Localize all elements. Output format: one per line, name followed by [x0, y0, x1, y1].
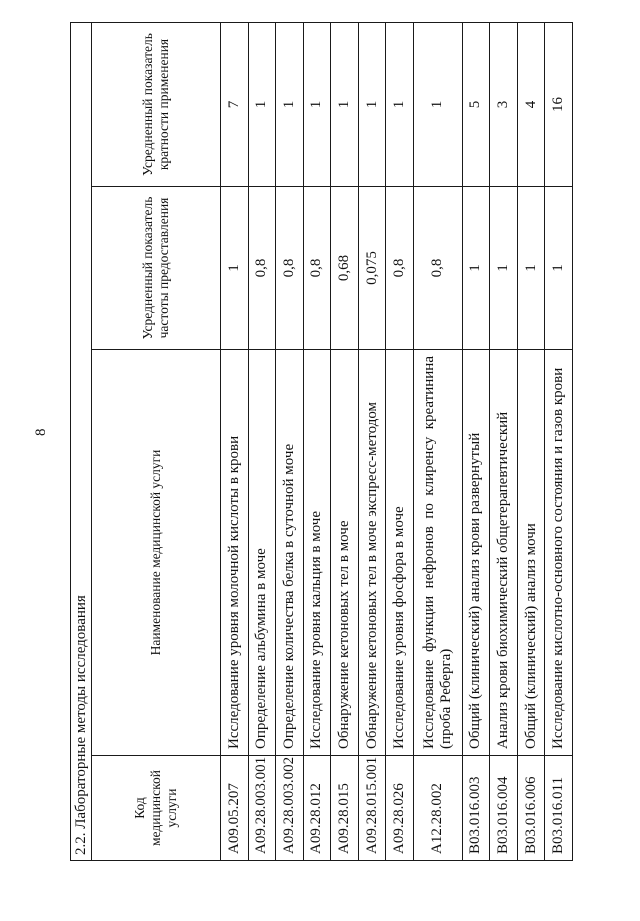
header-frequency: Усредненный показатель частоты предоставления: [92, 187, 221, 350]
service-name: Общий (клинический) анализ мочи: [517, 350, 545, 756]
service-name: Общий (клинический) анализ крови развернутый: [462, 350, 490, 756]
service-code: A09.28.003.001: [248, 756, 276, 861]
service-code: A12.28.002: [413, 756, 462, 861]
service-code: B03.016.011: [545, 756, 573, 861]
frequency-value: 0,8: [303, 187, 331, 350]
service-code: A09.28.015.001: [358, 756, 386, 861]
table-row: [358, 23, 386, 861]
frequency-value: 1: [221, 187, 249, 350]
table-row: [276, 23, 304, 861]
service-name: Исследование функции нефронов по клиренсу креатинина (проба Реберга): [413, 350, 462, 756]
service-name: Исследование уровня кальция в моче: [303, 350, 331, 756]
multiplicity-value: 1: [413, 23, 462, 187]
service-name: Исследование кислотно-основного состояния и газов крови: [545, 350, 573, 756]
multiplicity-value: 7: [221, 23, 249, 187]
multiplicity-value: 1: [276, 23, 304, 187]
header-name: Наименование медицинской услуги: [92, 350, 221, 756]
services-table: [70, 22, 573, 861]
header-multiplicity: Усредненный показатель кратности применения: [92, 23, 221, 187]
table-row: [545, 23, 573, 861]
section-row: [71, 23, 92, 861]
service-name: Обнаружение кетоновых тел в моче: [331, 350, 359, 756]
frequency-value: 0,8: [248, 187, 276, 350]
multiplicity-value: 5: [462, 23, 490, 187]
multiplicity-value: 1: [331, 23, 359, 187]
frequency-value: 1: [490, 187, 518, 350]
service-code: A09.28.015: [331, 756, 359, 861]
frequency-value: 1: [545, 187, 573, 350]
service-name: Анализ крови биохимический общетерапевтический: [490, 350, 518, 756]
table-row: [462, 23, 490, 861]
header-row: [92, 23, 221, 861]
header-code: Код медицинской услуги: [92, 756, 221, 861]
frequency-value: 0,8: [386, 187, 414, 350]
services-table-body: [71, 23, 573, 861]
service-code: A09.28.012: [303, 756, 331, 861]
service-code: B03.016.003: [462, 756, 490, 861]
multiplicity-value: 1: [303, 23, 331, 187]
section-title: 2.2. Лабораторные методы исследования: [71, 23, 92, 861]
multiplicity-value: 16: [545, 23, 573, 187]
multiplicity-value: 1: [248, 23, 276, 187]
frequency-value: 0,8: [413, 187, 462, 350]
multiplicity-value: 3: [490, 23, 518, 187]
frequency-value: 1: [517, 187, 545, 350]
table-row: [221, 23, 249, 861]
multiplicity-value: 1: [358, 23, 386, 187]
table-row: [490, 23, 518, 861]
table-row: [248, 23, 276, 861]
service-name: Исследование уровня фосфора в моче: [386, 350, 414, 756]
service-name: Определение альбумина в моче: [248, 350, 276, 756]
service-code: A09.28.003.002: [276, 756, 304, 861]
multiplicity-value: 4: [517, 23, 545, 187]
frequency-value: 1: [462, 187, 490, 350]
service-name: Определение количества белка в суточной моче: [276, 350, 304, 756]
table-row: [386, 23, 414, 861]
service-code: A09.05.207: [221, 756, 249, 861]
service-name: Исследование уровня молочной кислоты в крови: [221, 350, 249, 756]
page-number: 8: [33, 428, 49, 436]
table-row: [413, 23, 462, 861]
rotated-table-container: [70, 23, 573, 861]
table-row: [517, 23, 545, 861]
frequency-value: 0,075: [358, 187, 386, 350]
frequency-value: 0,8: [276, 187, 304, 350]
service-code: B03.016.004: [490, 756, 518, 861]
multiplicity-value: 1: [386, 23, 414, 187]
service-code: A09.28.026: [386, 756, 414, 861]
service-code: B03.016.006: [517, 756, 545, 861]
service-name: Обнаружение кетоновых тел в моче экспресс-методом: [358, 350, 386, 756]
table-row: [331, 23, 359, 861]
table-row: [303, 23, 331, 861]
frequency-value: 0,68: [331, 187, 359, 350]
